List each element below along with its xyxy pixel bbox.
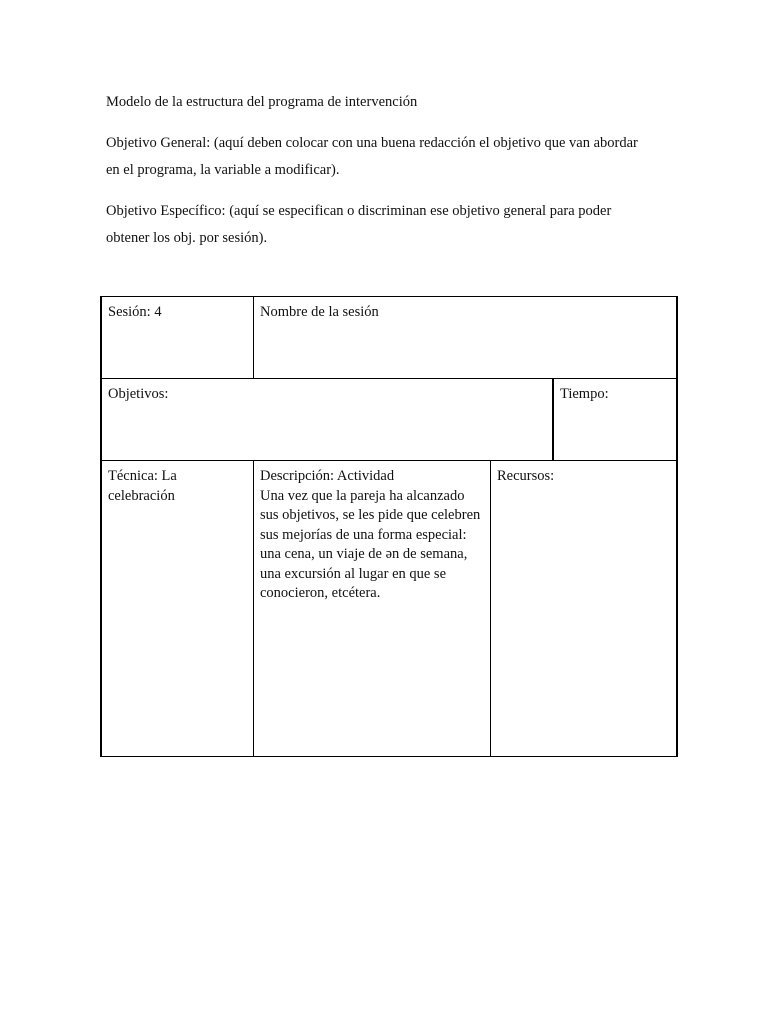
session-table: [100, 296, 678, 757]
objetivo-general-paragraph: Objetivo General: (aquí deben colocar con una buena redacción el objetivo que van abordar en el programa, la variable a modificar).: [106, 135, 638, 178]
objetivos-cell: [102, 379, 552, 460]
tecnica-label: Técnica: La celebración: [108, 468, 177, 504]
document-title: Modelo de la estructura del programa de intervención: [106, 94, 418, 110]
sesion-cell: [102, 297, 253, 378]
sesion-label: Sesión: 4: [108, 304, 162, 320]
descripcion-text: Una vez que la pareja ha alcanzado sus objetivos, se les pide que celebren sus mejorías de una forma especial: una cena, un viaje de ən de semana, una excursión al lugar en que se conocieron, etcétera.: [260, 487, 481, 601]
objetivo-especifico-paragraph: Objetivo Específico: (aquí se especifican o discriminan ese objetivo general para poder obtener los obj. por sesión).: [106, 203, 612, 246]
objetivos-label: Objetivos:: [108, 386, 169, 402]
descripcion-label: Descripción: Actividad: [260, 468, 395, 484]
nombre-sesion-label: Nombre de la sesión: [260, 304, 379, 320]
tiempo-cell: [554, 379, 676, 460]
recursos-cell: [491, 461, 676, 756]
descripcion-cell: [254, 461, 490, 756]
recursos-label: Recursos:: [497, 468, 555, 484]
nombre-sesion-cell: [254, 297, 676, 378]
tecnica-cell: [102, 461, 253, 756]
tiempo-label: Tiempo:: [560, 386, 609, 402]
